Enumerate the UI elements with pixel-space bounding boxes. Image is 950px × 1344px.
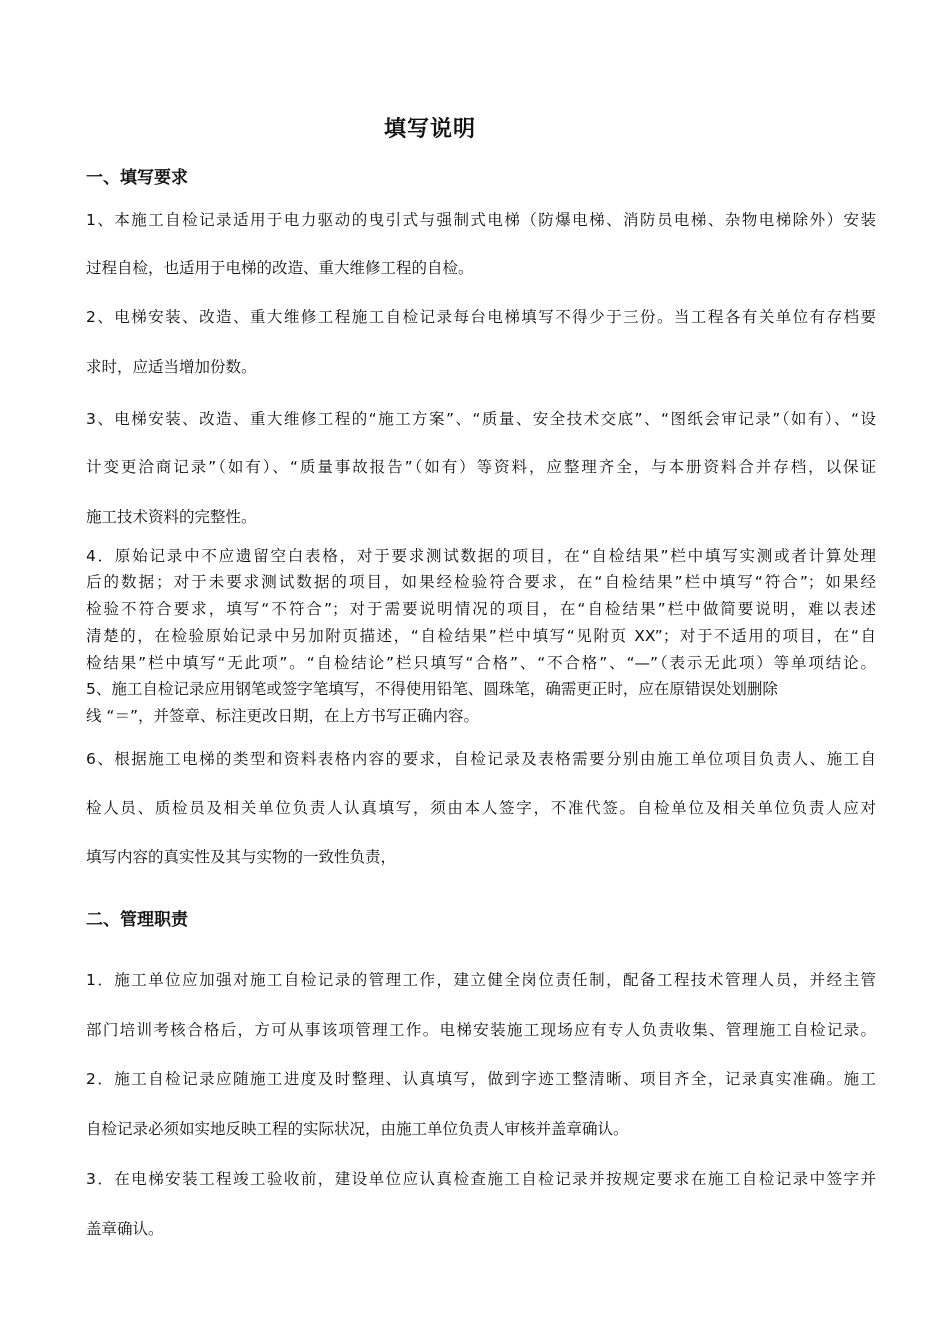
paragraph-line: 线 “＝”，并签章、标注更改日期，在上方书写正确内容。 <box>86 707 479 725</box>
section-heading-requirements: 一、填写要求 <box>86 168 188 188</box>
paragraph-line: 2．施工自检记录应随施工进度及时整理、认真填写，做到字迹工整清晰、项目齐全，记录真实准确。施工 <box>86 1070 876 1088</box>
paragraph-line: 1．施工单位应加强对施工自检记录的管理工作，建立健全岗位责任制，配备工程技术管理人员，并经主管 <box>86 971 876 989</box>
paragraph-line: 过程自检，也适用于电梯的改造、重大维修工程的自检。 <box>86 259 474 277</box>
paragraph-line: 施工技术资料的完整性。 <box>86 508 257 526</box>
paragraph-line: 检人员、质检员及相关单位负责人认真填写，须由本人签字，不准代签。自检单位及相关单位负责人应对 <box>86 799 876 817</box>
paragraph-line: 4．原始记录中不应遗留空白表格，对于要求测试数据的项目，在“自检结果”栏中填写实测或者计算处理 <box>86 547 876 565</box>
page-title: 填写说明 <box>383 117 476 142</box>
paragraph-line: 2、电梯安装、改造、重大维修工程施工自检记录每台电梯填写不得少于三份。当工程各有关单位有存档要 <box>86 308 876 326</box>
paragraph-line: 3、电梯安装、改造、重大维修工程的“施工方案”、“质量、安全技术交底”、“图纸会审记录”（如有）、“设 <box>86 410 876 428</box>
paragraph-line: 盖章确认。 <box>86 1220 164 1238</box>
paragraph-line: 3．在电梯安装工程竣工验收前，建设单位应认真检查施工自检记录并按规定要求在施工自检记录中签字并 <box>86 1170 876 1188</box>
paragraph-line: 检验不符合要求，填写“不符合”；对于需要说明情况的项目，在“自检结果”栏中做简要说明，难以表述 <box>86 600 876 618</box>
paragraph-line: 计变更洽商记录”（如有）、“质量事故报告”（如有）等资料，应整理齐全，与本册资料合并存档，以保证 <box>86 458 876 476</box>
paragraph-line: 清楚的，在检验原始记录中另加附页描述，“自检结果”栏中填写“见附页 XX”；对于不适用的项目，在“自 <box>86 627 876 645</box>
paragraph-line: 后的数据；对于未要求测试数据的项目，如果经检验符合要求，在“自检结果”栏中填写“符合”；如果经 <box>86 573 876 591</box>
paragraph-line: 检结果”栏中填写“无此项”。“自检结论”栏只填写“合格”、“不合格”、“—”（表示无此项）等单项结论。 <box>86 654 876 672</box>
paragraph-line: 1、本施工自检记录适用于电力驱动的曳引式与强制式电梯（防爆电梯、消防员电梯、杂物电梯除外）安装 <box>86 211 876 229</box>
paragraph-line: 5、施工自检记录应用钢笔或签字笔填写，不得使用铅笔、圆珠笔，确需更正时，应在原错误处划删除 <box>86 680 778 698</box>
paragraph-line: 6、根据施工电梯的类型和资料表格内容的要求，自检记录及表格需要分别由施工单位项目负责人、施工自 <box>86 750 876 768</box>
paragraph-line: 求时，应适当增加份数。 <box>86 358 257 376</box>
paragraph-line: 部门培训考核合格后，方可从事该项管理工作。电梯安装施工现场应有专人负责收集、管理施工自检记录。 <box>86 1021 876 1039</box>
paragraph-line: 自检记录必须如实地反映工程的实际状况，由施工单位负责人审核并盖章确认。 <box>86 1120 629 1138</box>
paragraph-line: 填写内容的真实性及其与实物的一致性负责， <box>86 848 397 866</box>
section-heading-management: 二、管理职责 <box>86 910 188 930</box>
